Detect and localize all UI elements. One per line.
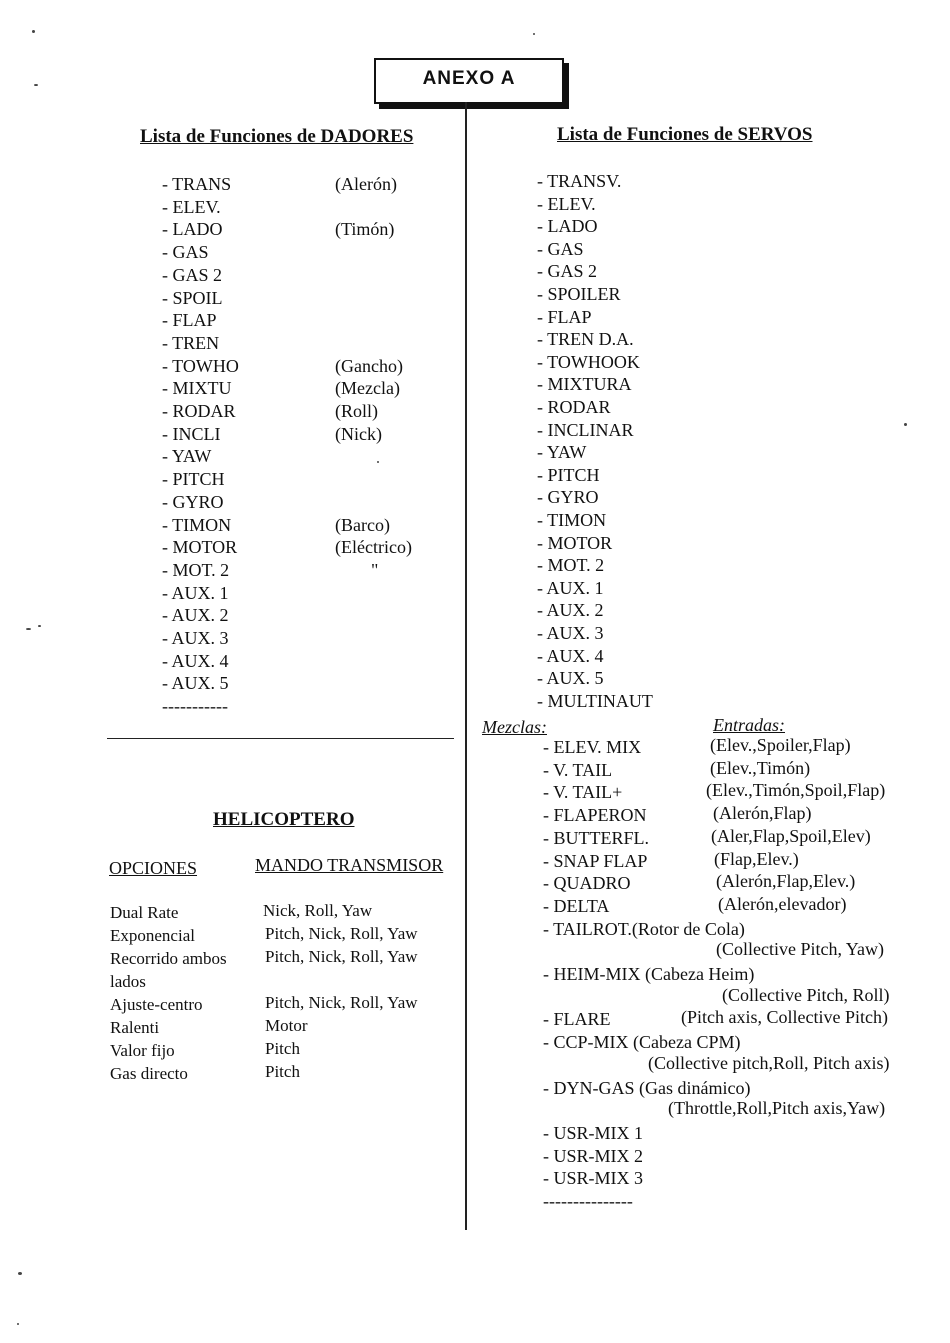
dadores-item: - GAS [162, 242, 209, 263]
helicoptero-mando: Motor [265, 1016, 308, 1035]
dadores-item: - YAW [162, 446, 212, 467]
annex-title: ANEXO A [422, 68, 516, 89]
dadores-item: - FLAP [162, 310, 217, 331]
dadores-item: - AUX. 4 [162, 650, 229, 671]
servos-item: - SPOILER [537, 284, 621, 304]
dadores-item: - ELEV. [162, 196, 221, 217]
servos-item: - ELEV. [537, 193, 596, 214]
servos-item: - AUX. 5 [537, 668, 604, 689]
mix-inputs: (Aler,Flap,Spoil,Elev) [711, 825, 871, 846]
helicoptero-option: Ajuste-centro [110, 995, 203, 1014]
dadores-item: - AUX. 5 [162, 673, 229, 694]
mix-inputs: (Alerón,elevador) [718, 893, 847, 914]
servos-item: - PITCH [537, 464, 600, 485]
servos-item: - MULTINAUT [537, 690, 653, 711]
entradas-label: Entradas: [713, 715, 785, 735]
servos-item: - TOWHOOK [537, 351, 640, 372]
helicoptero-mando: Pitch, Nick, Roll, Yaw [265, 947, 418, 966]
mix-item: - FLARE [543, 1009, 611, 1030]
servos-item: - AUX. 4 [537, 645, 604, 666]
servos-item: - TREN D.A. [537, 329, 634, 350]
mix-item: - USR-MIX 3 [543, 1168, 644, 1189]
dadores-item-note: (Gancho) [335, 355, 403, 376]
dadores-item: ----------- [162, 696, 228, 717]
helicoptero-option: Gas directo [110, 1064, 188, 1083]
dadores-item: - MOTOR [162, 537, 238, 558]
dadores-item-note: (Alerón) [335, 174, 397, 194]
dadores-item: - GYRO [162, 491, 224, 512]
dadores-item: - LADO [162, 219, 223, 240]
servos-item: - LADO [537, 216, 598, 237]
mix-inputs: (Throttle,Roll,Pitch axis,Yaw) [668, 1098, 886, 1119]
helicoptero-option: lados [110, 972, 146, 991]
mix-item: --------------- [543, 1191, 633, 1211]
mando-column-header: MANDO TRANSMISOR [255, 855, 444, 875]
mix-inputs: (Flap,Elev.) [714, 848, 799, 869]
dadores-item: - MIXTU [162, 378, 232, 399]
mix-item: - SNAP FLAP [543, 850, 648, 871]
helicoptero-option: Ralenti [110, 1018, 160, 1037]
helicoptero-mando: Pitch, Nick, Roll, Yaw [265, 924, 418, 943]
servos-item: - RODAR [537, 397, 611, 417]
dadores-item-note: " [371, 559, 379, 580]
helicoptero-option: Exponencial [110, 926, 195, 945]
mix-item: - DYN-GAS (Gas dinámico) [543, 1077, 751, 1098]
mix-item: - USR-MIX 2 [543, 1145, 644, 1166]
mix-inputs: (Pitch axis, Collective Pitch) [681, 1007, 888, 1028]
servos-item: - TRANSV. [537, 171, 622, 191]
dadores-item: - PITCH [162, 469, 225, 490]
helicoptero-option: Dual Rate [110, 903, 179, 922]
dadores-item: - GAS 2 [162, 264, 223, 285]
helicoptero-mando: Nick, Roll, Yaw [263, 901, 373, 920]
servos-item: - INCLINAR [537, 419, 634, 440]
servos-item: - GYRO [537, 487, 599, 508]
servos-item: - AUX. 3 [537, 623, 604, 643]
dadores-item: - AUX. 2 [162, 605, 229, 626]
mix-inputs: (Elev.,Spoiler,Flap) [710, 735, 851, 755]
dadores-item-note: (Roll) [335, 401, 378, 421]
dadores-item-note: (Mezcla) [335, 378, 400, 399]
mix-item: - V. TAIL+ [543, 782, 623, 803]
mix-item: - V. TAIL [543, 759, 613, 780]
servos-item: - AUX. 2 [537, 600, 604, 621]
helicoptero-mando: Pitch [265, 1062, 300, 1081]
column-divider [465, 102, 467, 1230]
dadores-item-note: (Eléctrico) [335, 537, 412, 558]
servos-item: - FLAP [537, 306, 592, 327]
dadores-item: - TREN [162, 332, 220, 353]
mix-item: - HEIM-MIX (Cabeza Heim) [543, 964, 755, 984]
dadores-item: - AUX. 1 [162, 582, 229, 603]
mix-item: - DELTA [543, 895, 610, 916]
dadores-item: - TOWHO [162, 355, 239, 376]
dadores-item: - TRANS [162, 174, 232, 194]
servos-item: - GAS 2 [537, 261, 598, 282]
helicoptero-option: Valor fijo [110, 1041, 175, 1060]
helicoptero-heading: HELICOPTERO [213, 809, 355, 830]
mix-item: - CCP-MIX (Cabeza CPM) [543, 1032, 741, 1053]
servos-item: - MOTOR [537, 532, 613, 553]
mix-inputs: (Collective Pitch, Yaw) [716, 939, 884, 960]
helicoptero-mando: Pitch [265, 1039, 300, 1058]
helicoptero-mando: Pitch, Nick, Roll, Yaw [265, 993, 418, 1012]
mix-inputs: (Alerón,Flap) [713, 803, 812, 824]
dadores-item: - RODAR [162, 401, 236, 421]
mix-item: - USR-MIX 1 [543, 1122, 644, 1143]
servos-item: - AUX. 1 [537, 577, 604, 598]
mix-inputs: (Elev.,Timón) [710, 757, 811, 778]
dadores-heading: Lista de Funciones de DADORES [140, 126, 414, 147]
mix-inputs: (Alerón,Flap,Elev.) [716, 871, 856, 892]
mix-inputs: (Collective pitch,Roll, Pitch axis) [648, 1052, 890, 1073]
mix-item: - FLAPERON [543, 805, 647, 826]
dadores-item: - SPOIL [162, 287, 223, 308]
helicoptero-option: Recorrido ambos [110, 949, 227, 968]
dadores-item: - INCLI [162, 423, 221, 444]
dadores-item-note: (Timón) [335, 219, 395, 240]
dadores-item: - AUX. 3 [162, 628, 229, 648]
servos-item: - TIMON [537, 510, 607, 530]
dadores-item-note: (Nick) [335, 423, 382, 444]
servos-item: - MIXTURA [537, 374, 632, 395]
section-divider [107, 738, 454, 739]
mezclas-label: Mezclas: [482, 717, 547, 737]
dadores-item: - TIMON [162, 514, 232, 535]
mix-item: - ELEV. MIX [543, 737, 642, 757]
mix-inputs: (Collective Pitch, Roll) [722, 984, 890, 1005]
servos-item: - GAS [537, 238, 584, 259]
dadores-item: - MOT. 2 [162, 559, 230, 580]
mix-inputs: (Elev.,Timón,Spoil,Flap) [706, 780, 886, 801]
servos-item: - MOT. 2 [537, 555, 605, 576]
mix-item: - BUTTERFL. [543, 827, 649, 848]
dadores-item-note: (Barco) [335, 514, 390, 535]
mix-item: - TAILROT.(Rotor de Cola) [543, 918, 745, 939]
servos-item: - YAW [537, 442, 587, 463]
servos-heading: Lista de Funciones de SERVOS [557, 124, 813, 145]
mix-item: - QUADRO [543, 873, 631, 894]
options-column-header: OPCIONES [109, 858, 198, 878]
